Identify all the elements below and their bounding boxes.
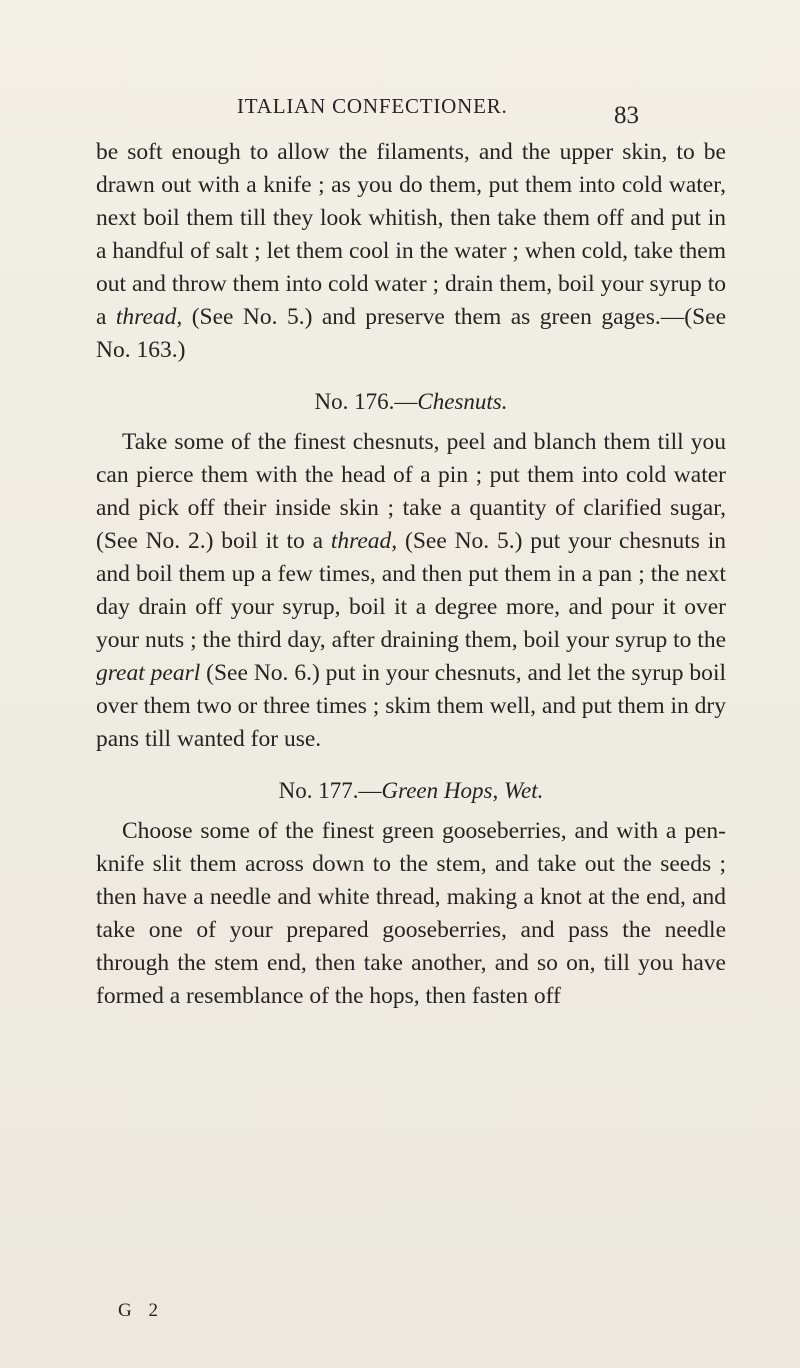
recipe-heading-176 bbox=[96, 385, 726, 418]
paragraph-green-hops bbox=[96, 815, 726, 1013]
paragraph-chesnuts bbox=[96, 426, 726, 756]
text-run: (See No. 5.) put your chesnuts in and boil them up a few times, and then put them in a pan ; the next day drain off your syrup, boil it a degree more, and pour it over your nuts ; the third day, after draining them, boil your syrup to the bbox=[96, 528, 726, 653]
recipe-title: Green Hops, Wet. bbox=[381, 778, 544, 803]
running-title: ITALIAN CONFECTIONER. bbox=[237, 94, 508, 118]
running-head bbox=[0, 94, 800, 129]
recipe-number: No. 177.— bbox=[278, 778, 382, 803]
recipe-title: Chesnuts. bbox=[417, 389, 508, 414]
text-run: (See No. 6.) put in your chesnuts, and let the syrup boil over them two or three times ; skim them well, and put them in dry pans till wanted for use. bbox=[96, 660, 726, 752]
italic-term: great pearl bbox=[96, 660, 201, 686]
recipe-number: No. 176.— bbox=[314, 389, 418, 414]
text-run: (See No. 5.) and preserve them as green gages.—(See No. 163.) bbox=[96, 304, 726, 363]
paragraph-continued bbox=[96, 136, 726, 367]
page-number: 83 bbox=[614, 102, 639, 129]
text-run: be soft enough to allow the filaments, and the upper skin, to be drawn out with a knife ; as you do them, put them into cold water, next boil them till they look whitish, then take them off and put in a handful of salt ; let them cool in the water ; when cold, take them out and throw them into cold water ; drain them, boil your syrup to a bbox=[96, 139, 726, 330]
italic-term: thread, bbox=[115, 304, 183, 330]
recipe-heading-177 bbox=[96, 774, 726, 807]
body-text bbox=[96, 136, 726, 1013]
italic-term: thread, bbox=[330, 528, 398, 554]
text-run: Take some of the finest chesnuts, peel and blanch them till you can pierce them with the head of a pin ; put them into cold water and pick off their inside skin ; take a quantity of clarified sugar, (See No. 2.) boil it to a bbox=[96, 429, 726, 554]
text-run: Choose some of the finest green gooseberries, and with a pen-knife slit them across down to the stem, and take out the seeds ; then have a needle and white thread, making a knot at the end, and take one of your prepared gooseberries, and pass the needle through the stem end, then take another, and so on, till you have formed a resemblance of the hops, then fasten off bbox=[96, 818, 726, 1009]
signature-mark: G 2 bbox=[118, 1300, 164, 1321]
